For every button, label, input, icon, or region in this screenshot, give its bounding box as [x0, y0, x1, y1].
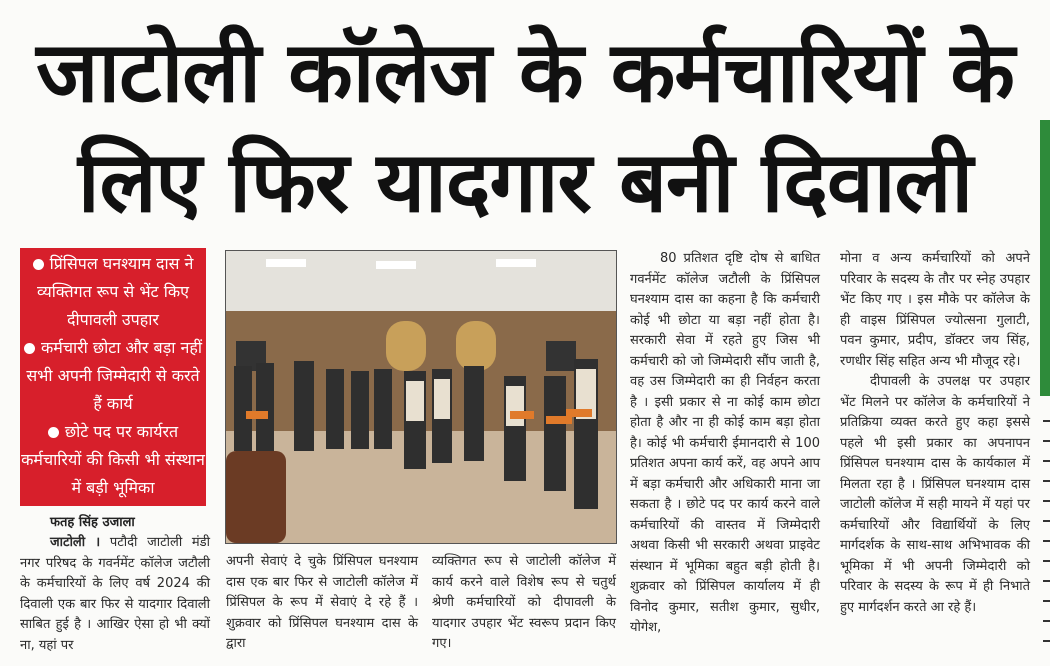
highlight-text: कर्मचारी छोटा और बड़ा नहीं सभी अपनी जिम्मेदारी से करते हैं कार्य [26, 338, 203, 413]
byline: फतह सिंह उजाला [50, 515, 135, 530]
highlight-item [20, 418, 206, 502]
article-column-5 [840, 249, 1030, 618]
adjacent-article-text-edge [1043, 420, 1050, 650]
highlight-text: छोटे पद पर कार्यरत कर्मचारियों की किसी भी संस्थान में बड़ी भूमिका [21, 422, 205, 497]
column-text: अपनी सेवाएं दे चुके प्रिंसिपल घनश्याम दास एक बार फिर से जाटोली कॉलेज में प्रिंसिपल के रूप में सेवाएं दे रहे हैं । शुक्रवार को प्रिंसिपल घनश्याम दास के द्वारा [226, 554, 418, 651]
headline-line-2: लिए फिर यादगार बनी दिवाली [77, 133, 973, 231]
bullet-icon [33, 259, 44, 270]
column-text: दीपावली के उपलक्ष पर उपहार भेंट मिलने पर कॉलेज के कर्मचारियों ने प्रतिक्रिया व्यक्त करते हुए कहा इससे पहले भी इसी प्रकार का अपनापन प्रिंसिपल घनश्याम दास के कार्यकाल में मिलता रहा है । प्रिंसिपल घनश्याम दास जाटोली कॉलेज में सही मायने में यहां पर कर्मचारियों और विद्यार्थियों के लिए मार्गदर्शक के साथ-साथ अभिभावक की भूमिका में भी अपनी जिम्मेदारी को परिवार के सदस्य के रूप में ही निभाते हुए मार्गदर्शन करते आ रहे हैं। [840, 374, 1030, 615]
headline-line-1: जाटोली कॉलेज के कर्मचारियों के [36, 23, 1014, 121]
highlight-text: प्रिंसिपल घनश्याम दास ने व्यक्तिगत रूप से भेंट किए दीपावली उपहार [37, 254, 194, 329]
group-photo-illustration [226, 251, 616, 543]
highlights-box [20, 248, 206, 506]
bullet-icon [48, 427, 59, 438]
dateline: जाटोली । [50, 535, 101, 550]
highlight-item [20, 250, 206, 334]
bullet-icon [24, 343, 35, 354]
article-column-2 [226, 552, 418, 655]
column-text: व्यक्तिगत रूप से जाटोली कॉलेज में कार्य करने वाले विशेष रूप से चतुर्थ श्रेणी कर्मचारियों को दीपावली के यादगार उपहार भेंट स्वरूप प्रदान किए गए। [432, 554, 616, 651]
column-text: मोना व अन्य कर्मचारियों को अपने परिवार के सदस्य के तौर पर स्नेह उपहार भेंट किए गए । इस मौके पर कॉलेज के ही वाइस प्रिंसिपल ज्योत्सना गुलाटी, पवन कुमार, प्रदीप, डॉक्टर जय सिंह, रणधीर सिंह सहित अन्य भी मौजूद रहे। [840, 251, 1030, 369]
article-column-3 [432, 552, 616, 655]
column-text: पटौदी जाटोली मंडी नगर परिषद के गवर्नमेंट कॉलेज जटौली के कर्मचारियों के लिए वर्ष 2024 की दिवाली एक बार फिर से यादगार दिवाली साबित हुई है । आखिर ऐसा हो भी क्यों ना, यहां पर [20, 535, 210, 653]
article-photo [225, 250, 617, 544]
article-column-1 [20, 533, 210, 656]
column-text: 80 प्रतिशत दृष्टि दोष से बाधित गवर्नमेंट कॉलेज जटौली के प्रिंसिपल घनश्याम दास का कहना है कि कर्मचारी कोई भी छोटा या बड़ा नहीं होता है। सरकारी सेवा में रहते हुए जिस भी कर्मचारी को जो जिम्मेदारी सौंप जाती है, वह उस जिम्मेदारी का ही निर्वहन करता है । इसी प्रकार से ना कोई काम छोटा होता है और ना ही कोई काम बड़ा होता है। कोई भी कर्मचारी ईमानदारी से 100 प्रतिशत अपना कार्य करें, वह अपने आप में बड़ा कर्मचारी और अधिकारी माना जा सकता है । छोटे पद पर कार्य करने वाले कर्मचारियों की वास्तव में जिम्मेदारी अथवा किसी भी सरकारी अथवा प्राइवेट संस्थान में भूमिका बहुत बड़ी होती है। शुक्रवार को प्रिंसिपल कार्यालय में ही विनोद कुमार, सतीश कुमार, सुधीर, योगेश, [630, 251, 820, 635]
article-column-4 [630, 249, 820, 639]
adjacent-article-bar [1040, 120, 1050, 396]
highlight-item [20, 334, 206, 418]
